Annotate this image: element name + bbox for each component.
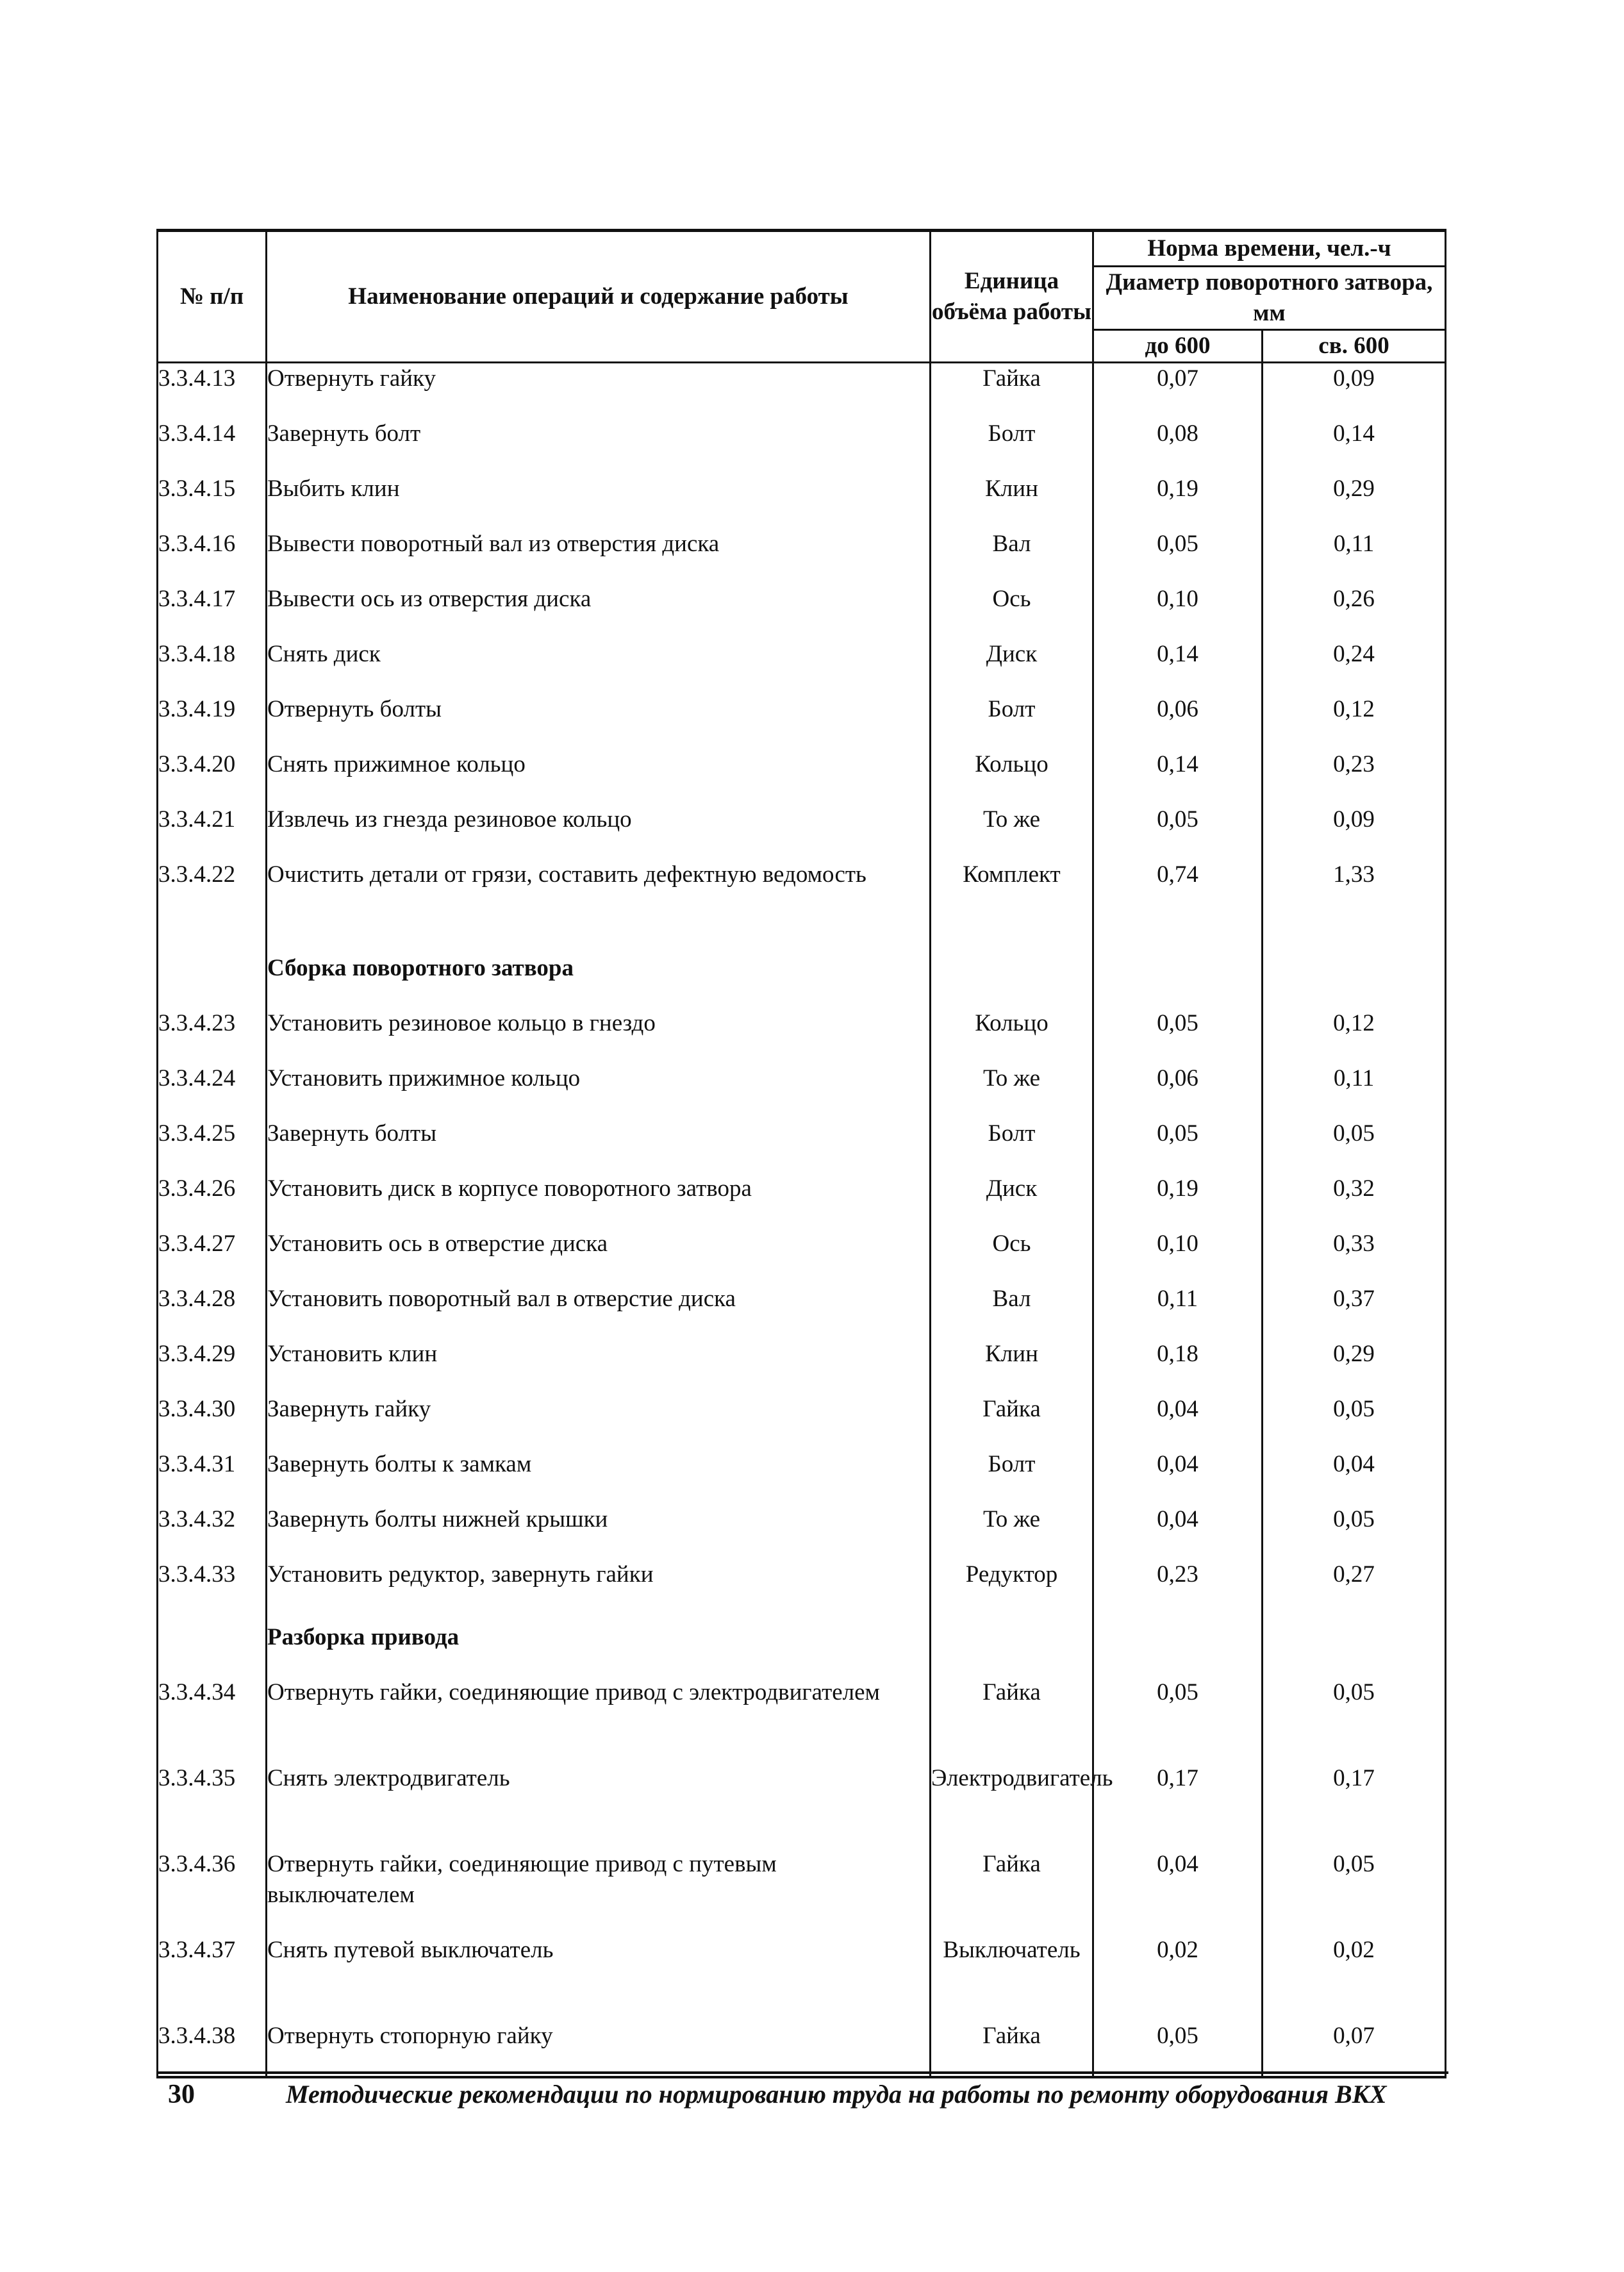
row-value-a: 0,18 [1093,1339,1263,1394]
header-norm: Норма времени, чел.-ч [1093,231,1446,267]
row-value-b: 0,23 [1263,749,1446,804]
table-row [158,2021,1446,2077]
row-name: Установить ось в отверстие диска [267,1229,931,1284]
row-unit: Гайка [931,1677,1093,1763]
row-value-b: 0,14 [1263,419,1446,474]
section-row [158,1614,1446,1677]
row-name: Завернуть болты к замкам [267,1449,931,1504]
row-num: 3.3.4.35 [158,1763,267,1849]
row-name: Установить диск в корпусе поворотного затвора [267,1173,931,1229]
row-value-b: 0,12 [1263,1008,1446,1063]
row-value-b: 0,24 [1263,639,1446,694]
row-unit: Клин [931,474,1093,529]
header-col-b: св. 600 [1263,330,1446,363]
row-unit: То же [931,804,1093,859]
row-unit: Редуктор [931,1559,1093,1614]
row-num [158,1614,267,1677]
row-value-b [1263,1614,1446,1677]
table-row [158,1504,1446,1559]
row-unit: Диск [931,639,1093,694]
row-value-a: 0,07 [1093,363,1263,419]
row-value-a: 0,05 [1093,2021,1263,2077]
table-row [158,1284,1446,1339]
table-row [158,584,1446,639]
table-body [158,363,1446,2078]
table-row [158,1935,1446,2021]
row-value-a: 0,10 [1093,584,1263,639]
row-value-a: 0,05 [1093,1008,1263,1063]
row-value-a: 0,08 [1093,419,1263,474]
row-num: 3.3.4.21 [158,804,267,859]
row-name: Установить редуктор, завернуть гайки [267,1559,931,1614]
row-value-a: 0,10 [1093,1229,1263,1284]
row-num: 3.3.4.25 [158,1118,267,1173]
table-row [158,1559,1446,1614]
row-name: Вывести ось из отверстия диска [267,584,931,639]
row-value-a: 0,04 [1093,1449,1263,1504]
row-unit: Болт [931,1118,1093,1173]
row-value-b: 0,11 [1263,1063,1446,1118]
table-row [158,1118,1446,1173]
table-row [158,1849,1446,1935]
row-num: 3.3.4.18 [158,639,267,694]
row-num: 3.3.4.30 [158,1394,267,1449]
table-row [158,1394,1446,1449]
row-name: Завернуть болт [267,419,931,474]
row-unit: Болт [931,419,1093,474]
row-value-a: 0,19 [1093,474,1263,529]
row-num: 3.3.4.32 [158,1504,267,1559]
row-num: 3.3.4.34 [158,1677,267,1763]
table-row [158,639,1446,694]
row-num: 3.3.4.16 [158,529,267,584]
row-name: Установить поворотный вал в отверстие диска [267,1284,931,1339]
row-unit: Клин [931,1339,1093,1394]
row-num: 3.3.4.26 [158,1173,267,1229]
row-num: 3.3.4.20 [158,749,267,804]
row-value-b: 0,33 [1263,1229,1446,1284]
page-number: 30 [168,2080,195,2109]
table-row [158,749,1446,804]
header-unit: Единица объёма работы [931,231,1093,363]
row-value-b: 0,05 [1263,1849,1446,1935]
row-num: 3.3.4.36 [158,1849,267,1935]
row-unit: Гайка [931,1849,1093,1935]
table-row [158,804,1446,859]
row-num: 3.3.4.27 [158,1229,267,1284]
table-header [158,231,1446,363]
row-name: Вывести поворотный вал из отверстия диска [267,529,931,584]
row-value-a: 0,04 [1093,1849,1263,1935]
header-diameter: Диаметр поворотного затвора, мм [1093,267,1446,330]
row-unit: Электродвигатель [931,1763,1093,1849]
norms-table [156,229,1446,2078]
row-num: 3.3.4.23 [158,1008,267,1063]
row-num: 3.3.4.17 [158,584,267,639]
row-value-b: 0,12 [1263,694,1446,749]
row-value-b: 0,05 [1263,1504,1446,1559]
row-unit: Кольцо [931,1008,1093,1063]
header-name: Наименование операций и содержание работы [267,231,931,363]
row-unit: Выключатель [931,1935,1093,2021]
row-value-b: 0,05 [1263,1677,1446,1763]
row-unit: Болт [931,694,1093,749]
row-unit: То же [931,1063,1093,1118]
row-name: Снять диск [267,639,931,694]
row-name: Выбить клин [267,474,931,529]
row-value-a [1093,1614,1263,1677]
header-col-a: до 600 [1093,330,1263,363]
row-unit: Вал [931,1284,1093,1339]
row-unit: Комплект [931,859,1093,945]
row-name: Отвернуть болты [267,694,931,749]
row-value-a: 0,06 [1093,1063,1263,1118]
table-row [158,694,1446,749]
row-num: 3.3.4.19 [158,694,267,749]
row-value-a: 0,02 [1093,1935,1263,2021]
row-unit [931,945,1093,1008]
table-row [158,1677,1446,1763]
table-row [158,1339,1446,1394]
section-title: Разборка привода [267,1614,931,1677]
row-value-b: 0,29 [1263,474,1446,529]
table-row [158,1763,1446,1849]
row-num: 3.3.4.22 [158,859,267,945]
row-num: 3.3.4.14 [158,419,267,474]
footer-title: Методические рекомендации по нормированию труда на работы по ремонту оборудования ВКХ [286,2080,1387,2109]
row-num: 3.3.4.24 [158,1063,267,1118]
row-name: Снять путевой выключатель [267,1935,931,2021]
row-name: Завернуть гайку [267,1394,931,1449]
row-name: Завернуть болты нижней крышки [267,1504,931,1559]
row-num: 3.3.4.33 [158,1559,267,1614]
row-name: Установить клин [267,1339,931,1394]
row-name: Завернуть болты [267,1118,931,1173]
row-value-b: 0,04 [1263,1449,1446,1504]
row-value-b: 0,29 [1263,1339,1446,1394]
row-num: 3.3.4.29 [158,1339,267,1394]
row-value-a [1093,945,1263,1008]
row-value-b: 0,11 [1263,529,1446,584]
row-value-a: 0,19 [1093,1173,1263,1229]
row-unit: Гайка [931,363,1093,419]
row-name: Извлечь из гнезда резиновое кольцо [267,804,931,859]
table-row [158,1063,1446,1118]
row-value-a: 0,74 [1093,859,1263,945]
row-value-b: 0,07 [1263,2021,1446,2077]
row-unit: Болт [931,1449,1093,1504]
row-value-a: 0,05 [1093,1118,1263,1173]
row-name: Очистить детали от грязи, составить дефектную ведомость [267,859,931,945]
table-row [158,1229,1446,1284]
row-num: 3.3.4.38 [158,2021,267,2077]
section-title: Сборка поворотного затвора [267,945,931,1008]
row-unit: Гайка [931,2021,1093,2077]
row-value-b: 0,27 [1263,1559,1446,1614]
footer-rule [156,2071,1448,2074]
table-row [158,419,1446,474]
row-name: Отвернуть гайки, соединяющие привод с путевым выключателем [267,1849,931,1935]
table-row [158,1008,1446,1063]
table-row [158,859,1446,945]
row-value-b [1263,945,1446,1008]
row-unit: Кольцо [931,749,1093,804]
table-row [158,1449,1446,1504]
row-unit: То же [931,1504,1093,1559]
row-name: Снять прижимное кольцо [267,749,931,804]
row-value-a: 0,11 [1093,1284,1263,1339]
row-name: Установить резиновое кольцо в гнездо [267,1008,931,1063]
row-value-a: 0,05 [1093,529,1263,584]
table-row [158,1173,1446,1229]
row-value-b: 0,05 [1263,1394,1446,1449]
row-unit: Ось [931,584,1093,639]
row-value-a: 0,14 [1093,639,1263,694]
row-value-b: 1,33 [1263,859,1446,945]
row-value-a: 0,23 [1093,1559,1263,1614]
row-value-a: 0,05 [1093,1677,1263,1763]
row-value-a: 0,17 [1093,1763,1263,1849]
row-unit: Ось [931,1229,1093,1284]
row-num: 3.3.4.31 [158,1449,267,1504]
row-name: Отвернуть гайку [267,363,931,419]
row-value-a: 0,14 [1093,749,1263,804]
row-unit: Гайка [931,1394,1093,1449]
row-name: Установить прижимное кольцо [267,1063,931,1118]
row-unit: Диск [931,1173,1093,1229]
row-name: Отвернуть стопорную гайку [267,2021,931,2077]
row-value-b: 0,26 [1263,584,1446,639]
section-row [158,945,1446,1008]
row-num: 3.3.4.13 [158,363,267,419]
row-value-a: 0,06 [1093,694,1263,749]
row-num: 3.3.4.15 [158,474,267,529]
row-value-b: 0,02 [1263,1935,1446,2021]
row-value-b: 0,17 [1263,1763,1446,1849]
header-num: № п/п [158,231,267,363]
row-value-b: 0,32 [1263,1173,1446,1229]
row-name: Снять электродвигатель [267,1763,931,1849]
table-row [158,363,1446,419]
row-value-b: 0,09 [1263,804,1446,859]
row-value-b: 0,05 [1263,1118,1446,1173]
row-value-b: 0,09 [1263,363,1446,419]
table-row [158,529,1446,584]
row-value-a: 0,04 [1093,1504,1263,1559]
row-value-a: 0,05 [1093,804,1263,859]
row-num: 3.3.4.37 [158,1935,267,2021]
table-row [158,474,1446,529]
row-value-a: 0,04 [1093,1394,1263,1449]
row-num [158,945,267,1008]
row-name: Отвернуть гайки, соединяющие привод с электродвигателем [267,1677,931,1763]
row-unit: Вал [931,529,1093,584]
row-value-b: 0,37 [1263,1284,1446,1339]
row-num: 3.3.4.28 [158,1284,267,1339]
row-unit [931,1614,1093,1677]
